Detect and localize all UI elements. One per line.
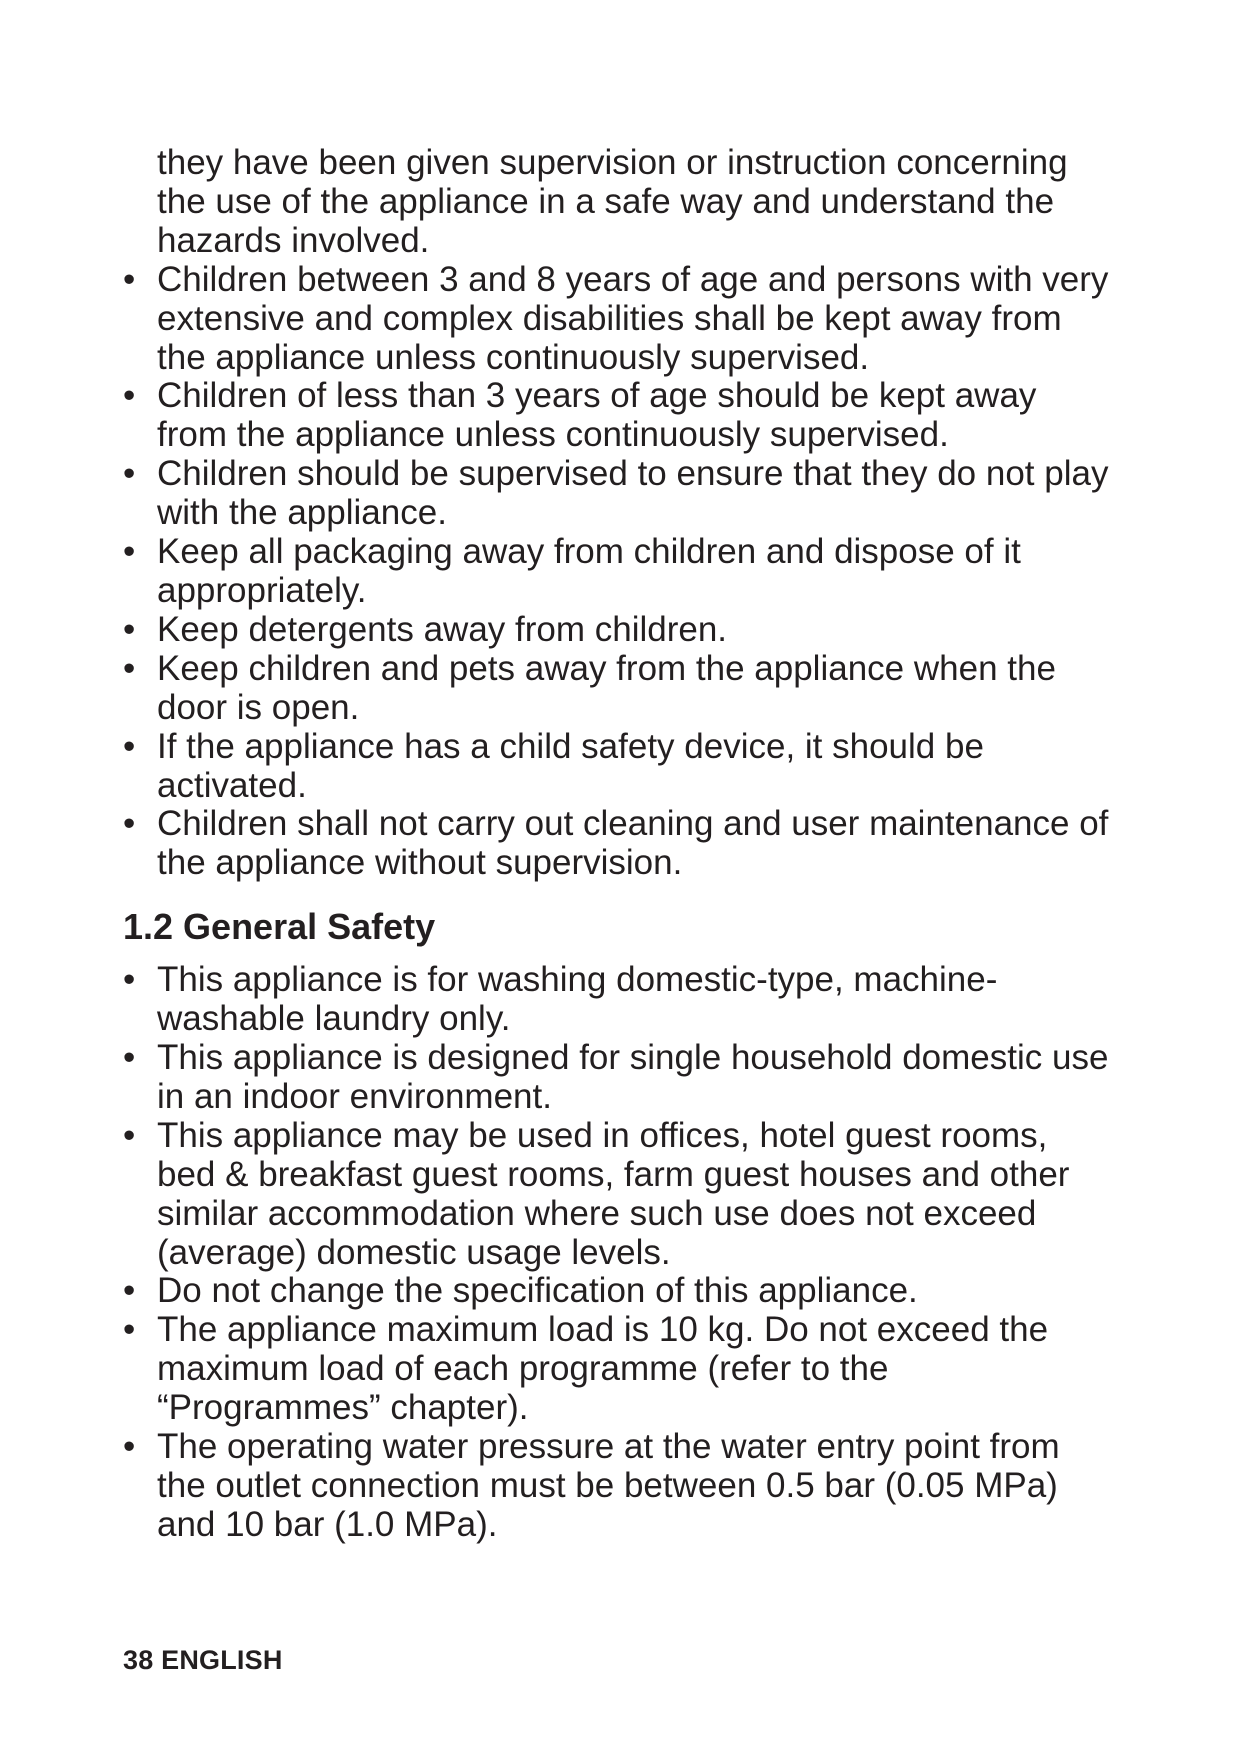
bullet-icon: • [123, 259, 136, 299]
list-item-text: The operating water pressure at the water entry point from the outlet connection must be between 0.5 bar (0.05 MPa) and 10 bar (1.0 MPa). [157, 1427, 1060, 1544]
bullet-icon: • [123, 1310, 136, 1350]
page-footer: 38 ENGLISH [123, 1645, 283, 1675]
list-item [123, 455, 1113, 533]
bullet-icon: • [123, 804, 136, 844]
list-item-text: This appliance is for washing domestic-type, machine-washable laundry only. [157, 960, 998, 1039]
list-item-text: This appliance may be used in offices, hotel guest rooms, bed & breakfast guest rooms, farm guest houses and other similar accommodation where such use does not exceed (average) domestic usage levels. [157, 1115, 1070, 1272]
list-item [123, 377, 1113, 455]
list-item-text: Do not change the specification of this appliance. [157, 1271, 918, 1311]
list-item-text: Children should be supervised to ensure that they do not play with the appliance. [157, 454, 1109, 533]
list-item [123, 261, 1113, 378]
bullet-icon: • [123, 1427, 136, 1467]
list-item [123, 728, 1113, 806]
bullet-icon: • [123, 726, 136, 766]
bullet-icon: • [123, 1038, 136, 1078]
list-item [123, 961, 1113, 1039]
list-item [123, 1272, 1113, 1311]
list-item-text: The appliance maximum load is 10 kg. Do not exceed the maximum load of each programme (refer to the “Programmes” chapter). [157, 1310, 1049, 1428]
list-item [123, 650, 1113, 728]
list-item [123, 1117, 1113, 1273]
bullet-icon: • [123, 454, 136, 494]
list-item [123, 1039, 1113, 1117]
list-item-text: If the appliance has a child safety device, it should be activated. [157, 726, 984, 805]
list-item [123, 1311, 1113, 1428]
list-item-text: Children of less than 3 years of age should be kept away from the appliance unless continuously supervised. [157, 376, 1037, 455]
list-item-text: Keep detergents away from children. [157, 609, 728, 649]
children-safety-list [123, 261, 1113, 884]
bullet-icon: • [123, 532, 136, 572]
list-item [123, 1428, 1113, 1545]
list-item [123, 533, 1113, 611]
list-item-text: Keep children and pets away from the appliance when the door is open. [157, 648, 1056, 727]
bullet-icon: • [123, 960, 136, 1000]
continuation-paragraph: they have been given supervision or instruction concerning the use of the appliance in a safe way and understand the hazards involved. [157, 143, 1068, 260]
bullet-icon: • [123, 609, 136, 649]
bullet-icon: • [123, 648, 136, 688]
list-item-text: Keep all packaging away from children and dispose of it appropriately. [157, 532, 1021, 610]
list-item-text: Children shall not carry out cleaning and user maintenance of the appliance without supervision. [157, 804, 1109, 883]
bullet-icon: • [123, 1115, 136, 1155]
bullet-icon: • [123, 1271, 136, 1311]
page-content [123, 144, 1113, 1545]
bullet-icon: • [123, 376, 136, 416]
list-item [123, 805, 1113, 883]
list-item-text: Children between 3 and 8 years of age and persons with very extensive and complex disabilities shall be kept away from the appliance unless continuously supervised. [157, 259, 1109, 377]
section-heading-general-safety: 1.2 General Safety [123, 906, 436, 948]
general-safety-list [123, 961, 1113, 1545]
list-item [123, 611, 1113, 650]
list-item-text: This appliance is designed for single household domestic use in an indoor environment. [157, 1038, 1109, 1116]
